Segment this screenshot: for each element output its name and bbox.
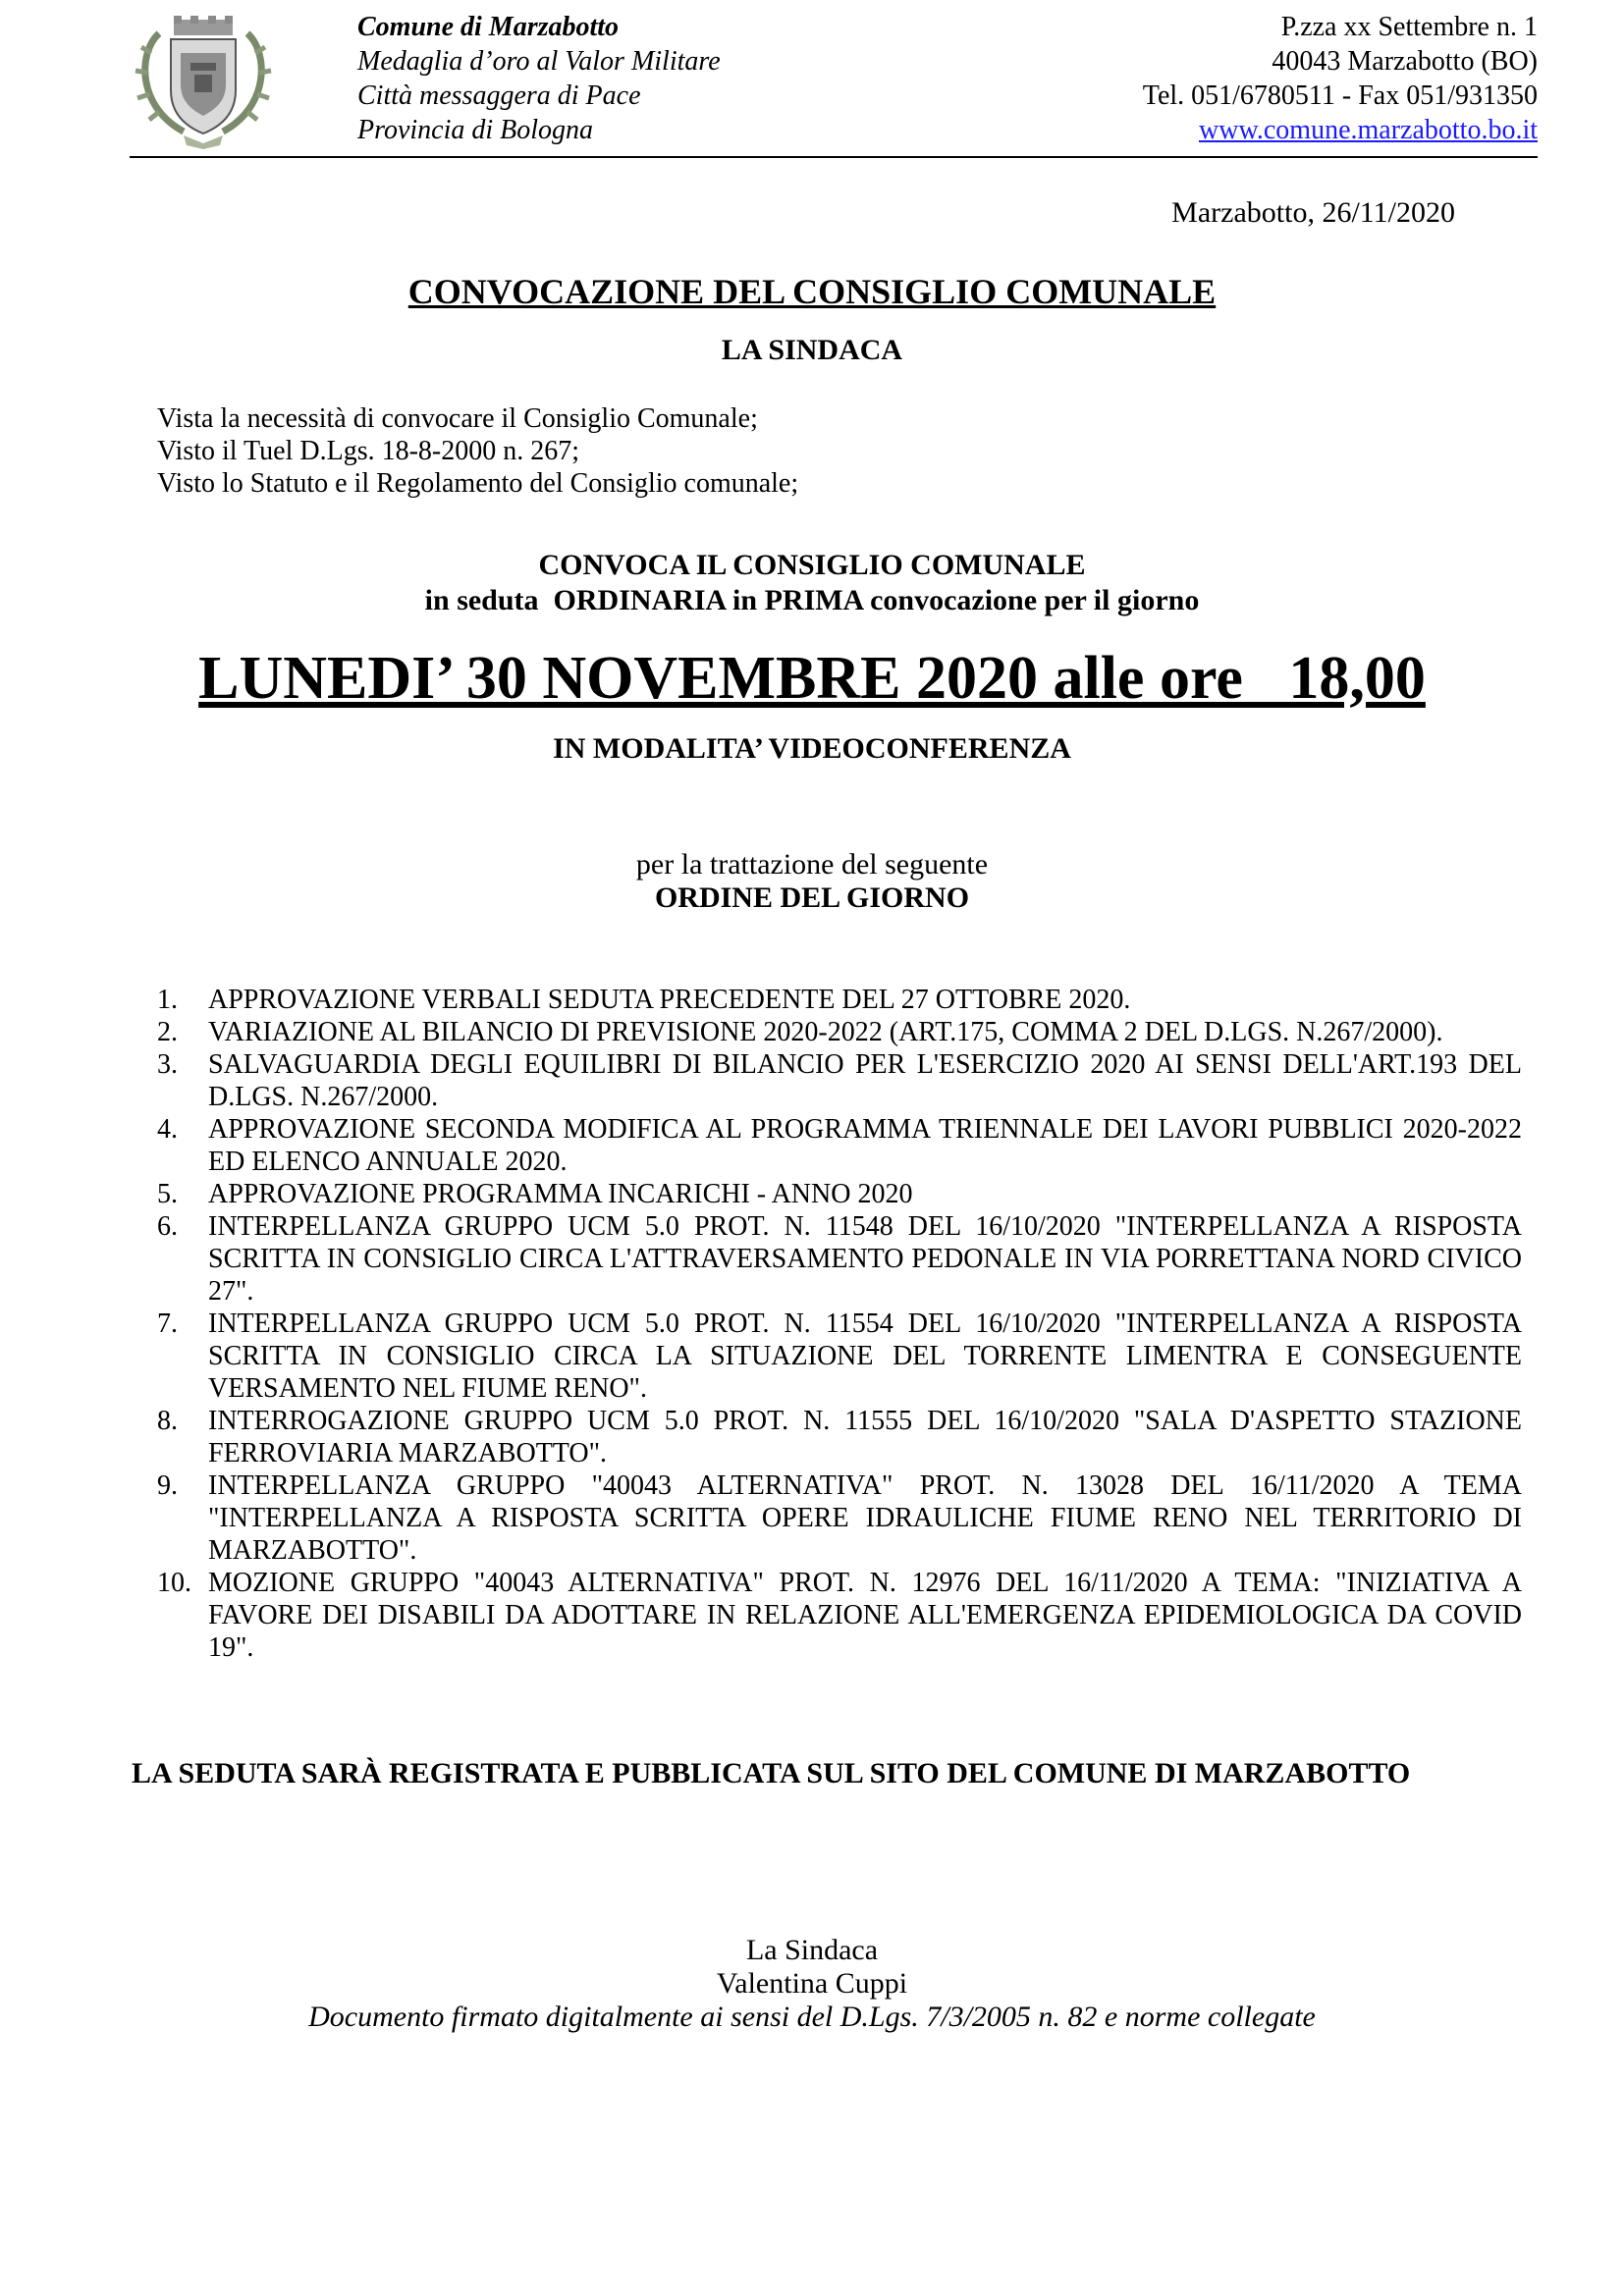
convocation-block (0, 548, 1624, 618)
item-number: 6. (157, 1211, 178, 1242)
document-title-text: CONVOCAZIONE DEL CONSIGLIO COMUNALE (407, 272, 1217, 311)
item-text: INTERPELLANZA GRUPPO UCM 5.0 PROT. N. 11548 DEL 16/10/2020 "INTERPELLANZA A RISPOSTA SCRITTA IN CONSIGLIO CIRCA L'ATTRAVERSAMENTO PEDONALE IN VIA PORRETTANA NORD CIVICO 27". (208, 1211, 1522, 1307)
premise-line: Visto lo Statuto e il Regolamento del Consiglio comunale; (157, 468, 799, 499)
item-text: SALVAGUARDIA DEGLI EQUILIBRI DI BILANCIO PER L'ESERCIZIO 2020 AI SENSI DELL'ART.193 DEL D.LGS. N.267/2000. (208, 1049, 1522, 1112)
postal-code-line: 40043 Marzabotto (BO) (1272, 46, 1538, 77)
item-text: APPROVAZIONE SECONDA MODIFICA AL PROGRAMMA TRIENNALE DEI LAVORI PUBBLICI 2020-2022 ED ELENCO ANNUALE 2020. (208, 1114, 1522, 1177)
list-item (157, 1210, 1522, 1308)
header-divider (130, 156, 1538, 158)
recording-notice: LA SEDUTA SARÀ REGISTRATA E PUBBLICATA SUL SITO DEL COMUNE DI MARZABOTTO (132, 1757, 1411, 1789)
document-date: Marzabotto, 26/11/2020 (1171, 196, 1455, 229)
municipality-header (357, 10, 721, 147)
signature-block (0, 1934, 1624, 2034)
item-number: 1. (157, 985, 178, 1015)
signer-role: La Sindaca (745, 1934, 879, 1966)
item-number: 7. (157, 1308, 178, 1339)
meeting-datetime-text: LUNEDI’ 30 NOVEMBRE 2020 alle ore _18,00 (198, 645, 1426, 712)
item-number: 3. (157, 1049, 178, 1080)
convocation-heading: CONVOCA IL CONSIGLIO COMUNALE (538, 549, 1086, 581)
digital-signature-note: Documento firmato digitalmente ai sensi del D.Lgs. 7/3/2005 n. 82 e norme collegate (308, 2001, 1316, 2033)
document-title (0, 271, 1624, 312)
agenda-intro-block (0, 848, 1624, 915)
list-item (157, 984, 1522, 1016)
item-text: VARIAZIONE AL BILANCIO DI PREVISIONE 2020-2022 (ART.175, COMMA 2 DEL D.LGS. N.267/2000). (208, 1017, 1443, 1047)
municipality-contacts (1143, 10, 1538, 147)
address-line: P.zza xx Settembre n. 1 (1280, 12, 1538, 42)
premises-block (157, 402, 798, 500)
premise-line: Visto il Tuel D.Lgs. 18-8-2000 n. 267; (157, 436, 580, 466)
item-number: 5. (157, 1179, 178, 1209)
item-number: 2. (157, 1017, 178, 1047)
issuer: LA SINDACA (721, 334, 903, 366)
municipal-coat-of-arms-icon (130, 14, 277, 149)
signer-name: Valentina Cuppi (716, 1967, 908, 2000)
phone-fax-line: Tel. 051/6780511 - Fax 051/931350 (1142, 80, 1538, 111)
list-item (157, 1048, 1522, 1113)
meeting-mode: IN MODALITA’ VIDEOCONFERENZA (553, 732, 1071, 765)
list-item (157, 1308, 1522, 1405)
item-number: 10. (157, 1568, 191, 1598)
item-number: 8. (157, 1406, 178, 1436)
item-text: INTERPELLANZA GRUPPO UCM 5.0 PROT. N. 11554 DEL 16/10/2020 "INTERPELLANZA A RISPOSTA SCRITTA IN CONSIGLIO CIRCA LA SITUAZIONE DEL TORRENTE LIMENTRA E CONSEGUENTE VERSAMENTO NEL FIUME RENO". (208, 1308, 1522, 1404)
item-number: 4. (157, 1114, 178, 1145)
item-text: APPROVAZIONE VERBALI SEDUTA PRECEDENTE DEL 27 OTTOBRE 2020. (208, 985, 1131, 1015)
municipality-name: Comune di Marzabotto (357, 12, 620, 42)
list-item (157, 1016, 1522, 1048)
premise-line: Vista la necessità di convocare il Consiglio Comunale; (157, 403, 758, 434)
item-text: APPROVAZIONE PROGRAMMA INCARICHI - ANNO 2020 (208, 1179, 913, 1209)
item-text: INTERPELLANZA GRUPPO "40043 ALTERNATIVA" PROT. N. 13028 DEL 16/11/2020 A TEMA "INTERPELLANZA A RISPOSTA SCRITTA OPERE IDRAULICHE FIUME RENO NEL TERRITORIO DI MARZABOTTO". (208, 1470, 1522, 1566)
agenda-title: ORDINE DEL GIORNO (654, 881, 970, 914)
convocation-subheading: in seduta ORDINARIA in PRIMA convocazione per il giorno (424, 584, 1200, 616)
list-item (157, 1178, 1522, 1210)
municipality-motto: Città messaggera di Pace (357, 80, 641, 111)
meeting-datetime (0, 644, 1624, 714)
list-item (157, 1469, 1522, 1567)
list-item (157, 1113, 1522, 1178)
municipality-province: Provincia di Bologna (357, 115, 594, 145)
agenda-list (157, 984, 1522, 1664)
municipality-honor: Medaglia d’oro al Valor Militare (357, 46, 721, 77)
list-item (157, 1405, 1522, 1469)
item-text: MOZIONE GRUPPO "40043 ALTERNATIVA" PROT. N. 12976 DEL 16/11/2020 A TEMA: "INIZIATIVA A FAVORE DEI DISABILI DA ADOTTARE IN RELAZIONE ALL'EMERGENZA EPIDEMIOLOGICA DA COVID 19". (208, 1568, 1522, 1663)
website-link[interactable]: www.comune.marzabotto.bo.it (1199, 115, 1538, 145)
item-text: INTERROGAZIONE GRUPPO UCM 5.0 PROT. N. 11555 DEL 16/10/2020 "SALA D'ASPETTO STAZIONE FERROVIARIA MARZABOTTO". (208, 1406, 1522, 1468)
item-number: 9. (157, 1470, 178, 1501)
agenda-intro: per la trattazione del seguente (635, 848, 989, 881)
list-item (157, 1567, 1522, 1664)
